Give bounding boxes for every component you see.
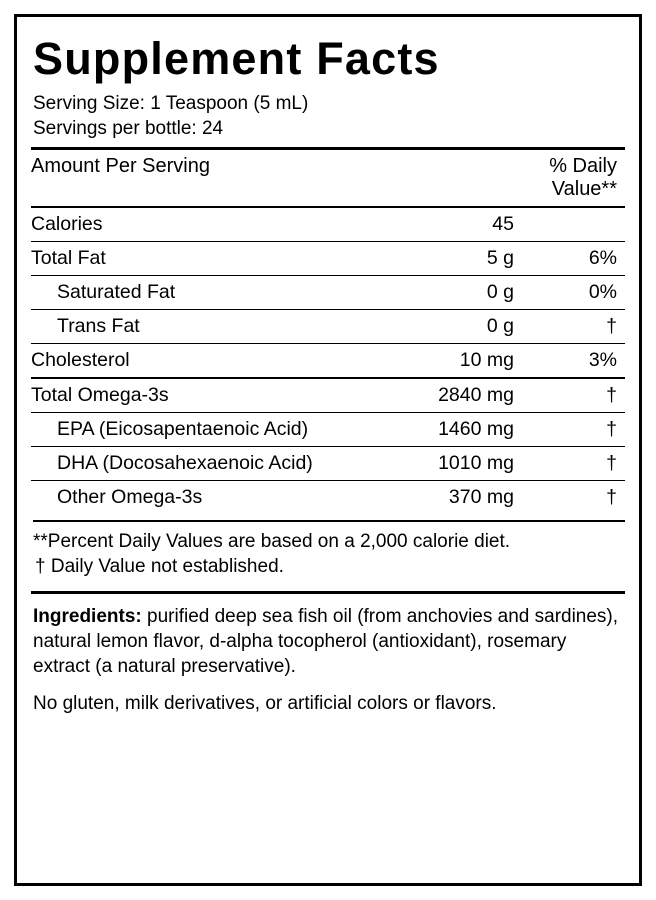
serving-info	[33, 92, 625, 141]
row-daily-value: 3%	[588, 348, 617, 371]
table-row	[31, 446, 625, 480]
page-title: Supplement Facts	[33, 33, 440, 84]
row-label: Calories	[31, 212, 103, 235]
table-row	[31, 480, 625, 514]
row-label: EPA (Eicosapentaenoic Acid)	[57, 417, 309, 440]
footnote-dagger: † Daily Value not established.	[35, 555, 284, 577]
row-amount: 370 mg	[448, 485, 514, 508]
row-amount: 5 g	[486, 246, 514, 269]
ingredients-label: Ingredients:	[33, 606, 142, 628]
table-row	[31, 241, 625, 275]
table-row	[31, 412, 625, 446]
column-header-spacer	[364, 148, 530, 207]
row-daily-value	[530, 207, 625, 242]
row-amount: 10 mg	[459, 348, 514, 371]
row-amount: 2840 mg	[438, 383, 514, 406]
table-row	[31, 378, 625, 413]
row-daily-value: †	[606, 383, 617, 406]
footnotes	[33, 520, 625, 579]
row-daily-value: †	[606, 485, 617, 508]
row-label: Trans Fat	[57, 314, 140, 337]
servings-per-container: Servings per bottle: 24	[33, 117, 224, 139]
row-amount: 0 g	[486, 314, 514, 337]
row-daily-value: 0%	[588, 280, 617, 303]
footnote-daily-value: **Percent Daily Values are based on a 2,000 calorie diet.	[33, 530, 511, 552]
row-label: Saturated Fat	[57, 280, 176, 303]
column-header-daily-value: % Daily Value**	[549, 154, 617, 200]
section-divider	[31, 591, 625, 594]
row-daily-value: †	[606, 417, 617, 440]
row-amount: 1010 mg	[438, 451, 514, 474]
ingredients-text: purified deep sea fish oil (from anchovies and sardines), natural lemon flavor, d-alpha tocopherol (antioxidant), rosemary extract (a natural preservative).	[33, 606, 619, 678]
table-row	[31, 207, 625, 242]
column-header-amount: Amount Per Serving	[31, 154, 210, 177]
table-header-row	[31, 148, 625, 207]
ingredients-block	[33, 604, 625, 679]
supplement-facts-panel	[14, 14, 642, 886]
row-daily-value: †	[606, 451, 617, 474]
row-amount: 45	[492, 212, 514, 235]
serving-size: Serving Size: 1 Teaspoon (5 mL)	[33, 93, 309, 115]
nutrition-table	[31, 147, 625, 514]
row-daily-value: 6%	[588, 246, 617, 269]
row-label: Total Omega-3s	[31, 383, 169, 406]
row-label: DHA (Docosahexaenoic Acid)	[57, 451, 313, 474]
table-row	[31, 343, 625, 378]
row-amount: 0 g	[486, 280, 514, 303]
row-label: Total Fat	[31, 246, 106, 269]
table-row	[31, 309, 625, 343]
table-row	[31, 275, 625, 309]
allergen-statement: No gluten, milk derivatives, or artificial colors or flavors.	[33, 693, 497, 715]
row-label: Cholesterol	[31, 348, 130, 371]
row-amount: 1460 mg	[438, 417, 514, 440]
row-label: Other Omega-3s	[57, 485, 203, 508]
row-daily-value: †	[606, 314, 617, 337]
